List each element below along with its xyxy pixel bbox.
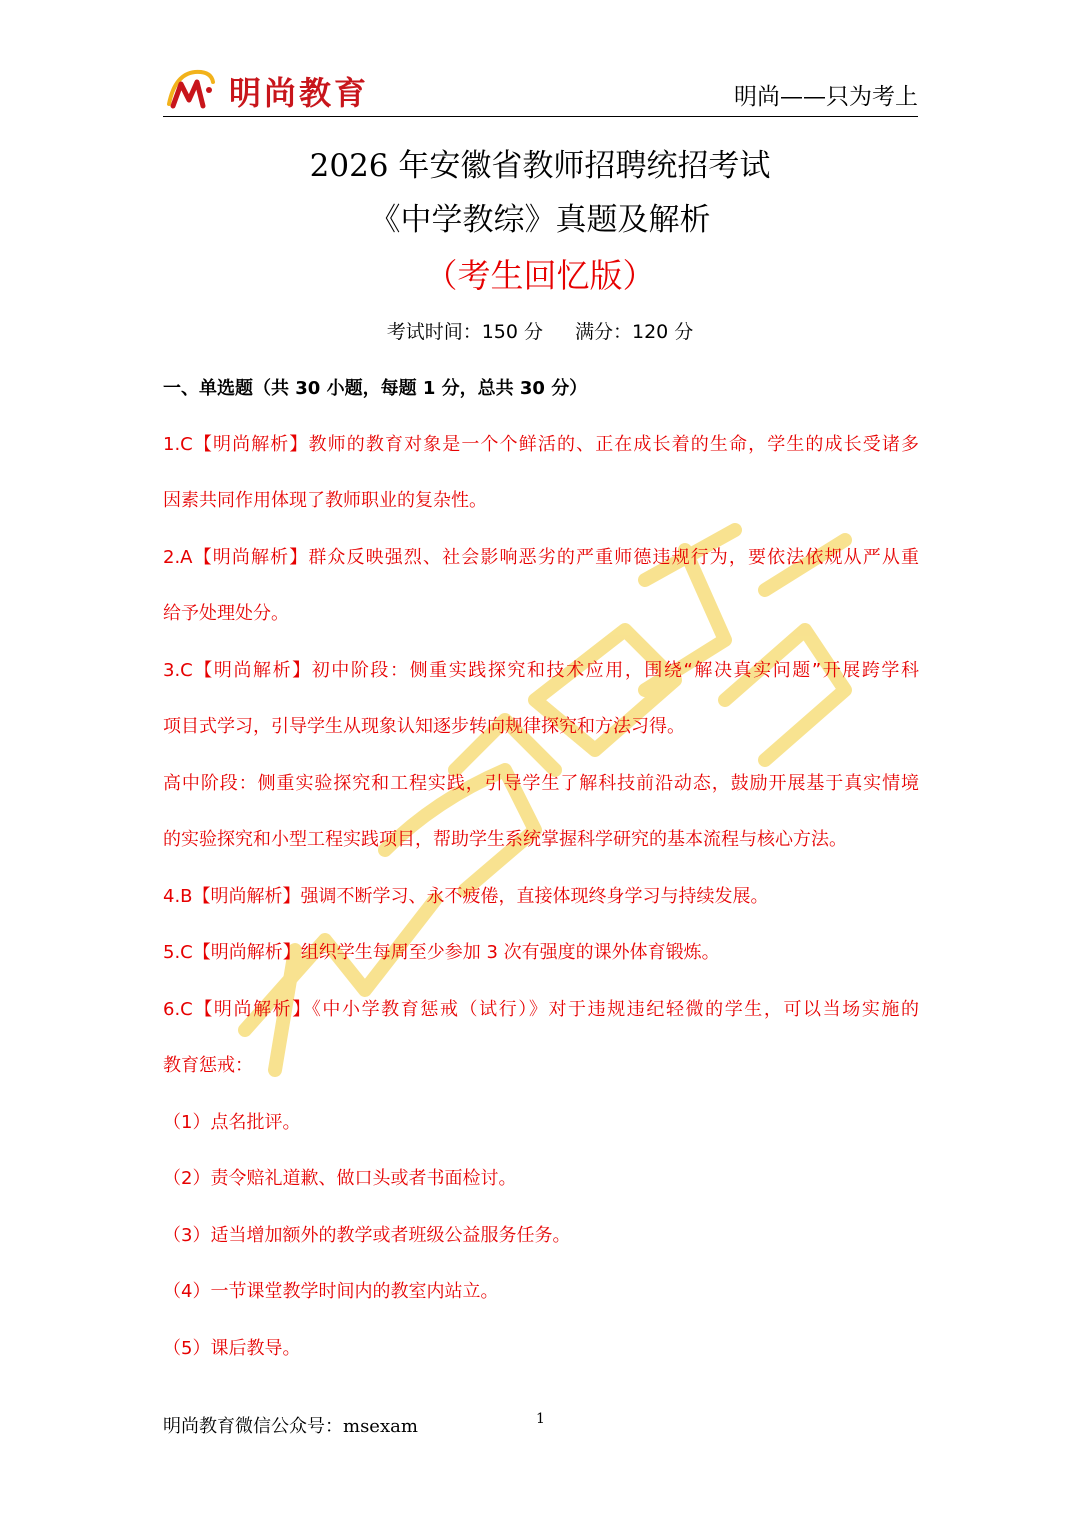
list-item: （2）责令赔礼道歉、做口头或者书面检讨。	[163, 1168, 517, 1189]
list-item: （5）课后教导。	[163, 1338, 301, 1359]
document-title-edition: （考生回忆版）	[424, 256, 656, 295]
section-heading: 一、单选题（共 30 小题，每题 1 分，总共 30 分）	[163, 378, 588, 399]
exam-info	[0, 317, 1080, 344]
answer-line: 高中阶段：侧重实验探究和工程实践，引导学生了解科技前沿动态，鼓励开展基于真实情境	[163, 773, 919, 794]
answer-line: 1.C【明尚解析】教师的教育对象是一个个鲜活的、正在成长着的生命，学生的成长受诸多	[163, 434, 919, 455]
page-number: 1	[536, 1411, 545, 1427]
brand-logo-text: 明尚教育	[229, 74, 370, 112]
document-title-line2: 《中学教综》真题及解析	[369, 202, 711, 238]
exam-time: 考试时间：150 分	[386, 321, 543, 343]
list-item: （3）适当增加额外的教学或者班级公益服务任务。	[163, 1225, 571, 1246]
footer-wechat: 明尚教育微信公众号：msexam	[163, 1416, 418, 1437]
answer-line: 因素共同作用体现了教师职业的复杂性。	[163, 490, 487, 511]
list-item: （1）点名批评。	[163, 1112, 301, 1133]
answer-line: 项目式学习，引导学生从现象认知逐步转向规律探究和方法习得。	[163, 716, 685, 737]
answer-line: 教育惩戒：	[163, 1055, 253, 1076]
brand-logo-mark-icon	[165, 68, 217, 112]
answer-line: 6.C【明尚解析】《中小学教育惩戒（试行）》对于违规违纪轻微的学生，可以当场实施的	[163, 999, 919, 1020]
answer-line: 4.B【明尚解析】强调不断学习、永不疲倦，直接体现终身学习与持续发展。	[163, 886, 769, 907]
answer-line: 2.A【明尚解析】群众反映强烈、社会影响恶劣的严重师德违规行为，要依法依规从严从重	[163, 547, 919, 568]
brand-logo	[163, 62, 423, 114]
answer-line: 3.C【明尚解析】初中阶段：侧重实践探究和技术应用，围绕“解决真实问题”开展跨学科	[163, 660, 919, 681]
page-header	[163, 62, 918, 117]
header-slogan: 明尚——只为考上	[734, 84, 918, 110]
answer-line: 的实验探究和小型工程实践项目，帮助学生系统掌握科学研究的基本流程与核心方法。	[163, 829, 847, 850]
list-item: （4）一节课堂教学时间内的教室内站立。	[163, 1281, 499, 1302]
document-title-line1: 2026 年安徽省教师招聘统招考试	[309, 148, 771, 184]
answer-line: 给予处理处分。	[163, 603, 289, 624]
exam-full-score: 满分：120 分	[575, 321, 694, 343]
answer-line: 5.C【明尚解析】组织学生每周至少参加 3 次有强度的课外体育锻炼。	[163, 942, 720, 963]
